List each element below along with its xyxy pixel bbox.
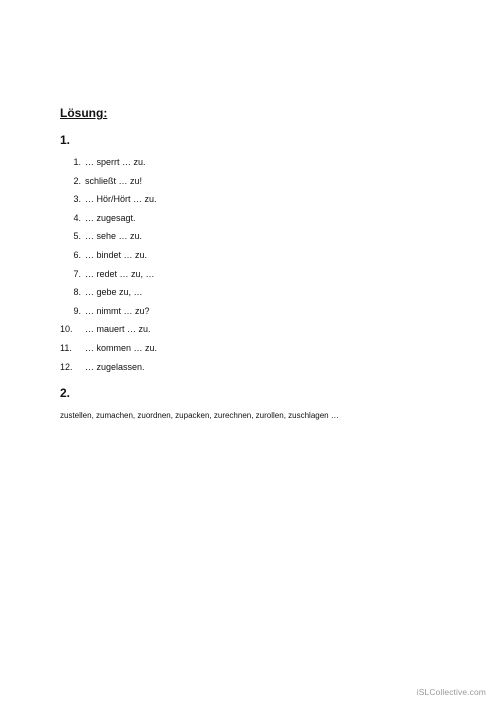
- answer-number: 12.: [60, 361, 73, 372]
- answer-item: [60, 265, 157, 284]
- answer-text: schließt … zu!: [85, 175, 143, 186]
- answer-item: [60, 190, 157, 209]
- answer-text: … bindet … zu.: [85, 249, 148, 260]
- solution-heading: Lösung:: [60, 106, 108, 120]
- answer-number: 1.: [73, 157, 81, 167]
- answer-number: 2.: [73, 175, 81, 186]
- section-2-number: 2.: [60, 386, 71, 400]
- answer-list: [60, 153, 157, 376]
- word-list: zustellen, zumachen, zuordnen, zupacken, zurechnen, zurollen, zuschlagen …: [60, 411, 339, 420]
- answer-number: 6.: [73, 249, 81, 260]
- answer-text: … kommen … zu.: [85, 342, 158, 353]
- answer-text: … zugesagt.: [85, 212, 136, 223]
- section-1-number: 1.: [60, 133, 71, 147]
- answer-text: … nimmt … zu?: [85, 305, 150, 316]
- answer-item: [60, 246, 157, 265]
- answer-number: 4.: [73, 212, 81, 223]
- answer-item: [60, 283, 157, 302]
- watermark: iSLCollective.com: [416, 687, 486, 697]
- answer-text: … sperrt … zu.: [85, 157, 146, 167]
- answer-text: … redet … zu, …: [85, 268, 155, 279]
- answer-text: … mauert … zu.: [85, 324, 151, 335]
- answer-item: [60, 153, 157, 172]
- answer-number: 10.: [60, 324, 73, 335]
- answer-number: 11.: [60, 342, 72, 353]
- answer-item: [60, 302, 157, 321]
- answer-text: … Hör/Hört … zu.: [85, 194, 157, 205]
- answer-item: [60, 209, 157, 228]
- answer-number: 8.: [73, 287, 81, 298]
- answer-item: [60, 320, 157, 339]
- answer-item: [60, 339, 157, 358]
- answer-text: … gebe zu, …: [85, 287, 143, 298]
- answer-item: [60, 358, 157, 377]
- answer-number: 3.: [73, 194, 81, 205]
- answer-text: … zugelassen.: [85, 361, 145, 372]
- answer-number: 7.: [73, 268, 81, 279]
- answer-number: 9.: [73, 305, 81, 316]
- answer-item: [60, 227, 157, 246]
- answer-number: 5.: [73, 231, 81, 242]
- answer-text: … sehe … zu.: [85, 231, 143, 242]
- answer-item: [60, 172, 157, 191]
